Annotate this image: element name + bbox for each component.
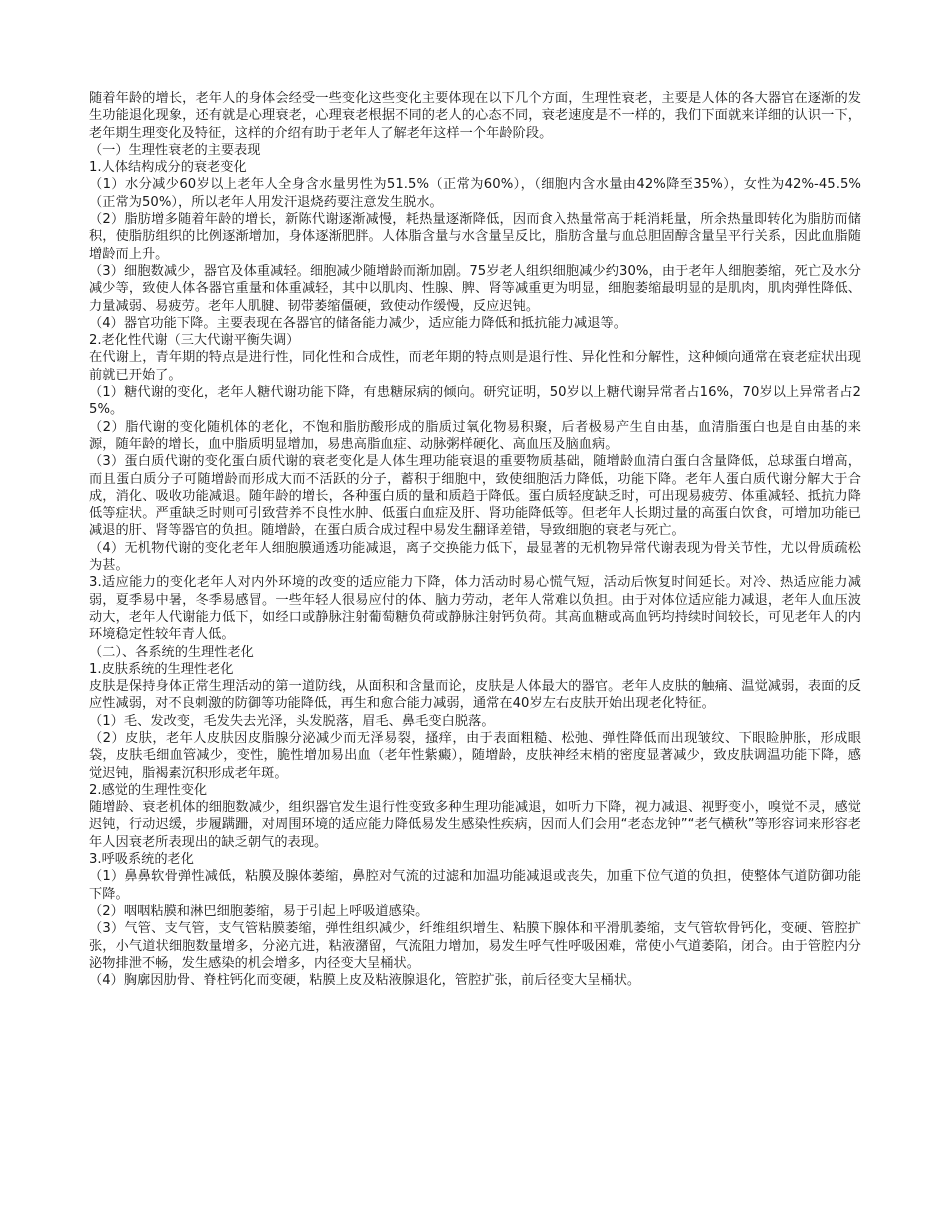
paragraph-nose: （1）鼻鼻软骨弹性减低，粘膜及腺体萎缩，鼻腔对气流的过滤和加温功能减退或丧失，加重下位气道的负担，使整体气道防御功能下降。 [89, 869, 861, 902]
intro-paragraph: 随着年龄的增长，老年人的身体会经受一些变化这些变化主要体现在以下几个方面，生理性衰老，主要是人体的各大器官在逐渐的发生功能退化现象，还有就是心理衰老，心理衰老根据不同的老人的心态不同，衰老速度是不一样的，我们下面就来详细的认识一下，老年期生理变化及特征，这样的介绍有助于老年人了解老年这样一个年龄阶段。 [89, 91, 861, 141]
paragraph-skin: （2）皮肤，老年人皮肤因皮脂腺分泌减少而无泽易裂，搔痒，由于表面粗糙、松弛、弹性降低而出现皱纹、下眼睑肿胀，形成眼袋，皮肤毛细血管减少，变性，脆性增加易出血（老年性紫癜），随增龄，皮肤神经末梢的密度显著减少，致皮肤调温功能下降，感觉迟钝，脂褐素沉积形成老年斑。 [89, 730, 861, 781]
section-heading-2: （二）、各系统的生理性老化 [89, 644, 254, 660]
paragraph-cells: （3）细胞数减少，器官及体重减轻。细胞减少随增龄而渐加剧。75岁老人组织细胞减少约30%，由于老年人细胞萎缩，死亡及水分减少等，致使人体各器官重量和体重减轻，其中以肌肉、性腺、脾、肾等减重更为明显，细胞萎缩最明显的是肌肉，肌肉弹性降低、力量减弱、易疲劳。老年人肌腱、韧带萎缩僵硬，致使动作缓慢，反应迟钝。 [89, 263, 861, 314]
subsection-heading-2-2: 2.感觉的生理性变化 [89, 782, 208, 798]
subsection-heading-2-1: 1.皮肤系统的生理性老化 [89, 661, 234, 677]
subsection-heading-1-2: 2.老化性代谢（三大代谢平衡失调） [89, 333, 300, 349]
paragraph-hair: （1）毛、发改变，毛发失去光泽，头发脱落，眉毛、鼻毛变白脱落。 [89, 713, 495, 729]
paragraph-water: （1）水分减少60岁以上老年人全身含水量男性为51.5%（正常为60%），（细胞内含水量由42%降至35%），女性为42%-45.5%（正常为50%），所以老年人用发汗退烧药要注意发生脱水。 [89, 177, 861, 210]
subsection-heading-2-3: 3.呼吸系统的老化 [89, 852, 194, 868]
paragraph-protein: （3）蛋白质代谢的变化蛋白质代谢的衰老变化是人体生理功能衰退的重要物质基础，随增龄血清白蛋白含量降低，总球蛋白增高，而且蛋白质分子可随增龄而形成大而不活跃的分子，蓄积于细胞中，致使细胞活力降低，功能下降。老年人蛋白质代谢分解大于合成，消化、吸收功能减退。随年龄的增长，各种蛋白质的量和质趋于降低。蛋白质轻度缺乏时，可出现易疲劳、体重减轻、抵抗力降低等症状。严重缺乏时则可引致营养不良性水肿、低蛋白血症及肝、肾功能降低等。但老年人长期过量的高蛋白饮食，可增加功能已减退的肝、肾等器官的负担。随增龄，在蛋白质合成过程中易发生翻译差错，导致细胞的衰老与死亡。 [89, 454, 861, 539]
paragraph-pharynx: （2）咽咽粘膜和淋巴细胞萎缩，易于引起上呼吸道感染。 [89, 903, 429, 919]
paragraph-thorax: （4）胸廓因肋骨、脊柱钙化而变硬，粘膜上皮及粘液腺退化，管腔扩张，前后径变大呈桶状。 [89, 973, 641, 989]
paragraph-fat: （2）脂肪增多随着年龄的增长，新陈代谢逐渐减慢，耗热量逐渐降低，因而食入热量常高于耗消耗量，所余热量即转化为脂肪而储积，使脂肪组织的比例逐渐增加，身体逐渐肥胖。人体脂含量与水含量呈反比，脂肪含量与血总胆固醇含量呈平行关系，因此血脂随增龄而上升。 [89, 212, 861, 262]
paragraph-inorganic: （4）无机物代谢的变化老年人细胞膜通透功能减退，离子交换能力低下，最显著的无机物异常代谢表现为骨关节性，尤以骨质疏松为甚。 [89, 540, 861, 574]
paragraph-metabolism-intro: 在代谢上，青年期的特点是进行性，同化性和合成性，而老年期的特点则是退行性、异化性和分解性，这种倾向通常在衰老症状出现前就已开始了。 [89, 350, 861, 383]
paragraph-adaptation: 3.适应能力的变化老年人对内外环境的改变的适应能力下降，体力活动时易心慌气短，活动后恢复时间延长。对冷、热适应能力减弱，夏季易中暑，冬季易感冒。一些年轻人很易应付的体、脑力劳动，老年人常难以负担。由于对体位适应能力减退，老年人血压波动大，老年人代谢能力低下，如经口或静脉注射葡萄糖负荷或静脉注射钙负荷。其高血糖或高血钙均持续时间较长，可见老年人的内环境稳定性较年青人低。 [89, 575, 861, 643]
paragraph-skin-intro: 皮肤是保持身体正常生理活动的第一道防线，从面积和含量而论，皮肤是人体最大的器官。老年人皮肤的触痛、温觉减弱，表面的反应性减弱，对不良刺激的防御等功能降低，再生和愈合能力减弱，通常在40岁左右皮肤开始出现老化特征。 [89, 679, 861, 712]
paragraph-organ-function: （4）器官功能下降。主要表现在各器官的储备能力减少，适应能力降低和抵抗能力减退等。 [89, 315, 627, 331]
subsection-heading-1-1: 1.人体结构成分的衰老变化 [89, 160, 247, 176]
paragraph-lipid: （2）脂代谢的变化随机体的老化，不饱和脂肪酸形成的脂质过氧化物易积聚，后者极易产生自由基，血清脂蛋白也是自由基的来源，随年龄的增长，血中脂质明显增加，易患高脂血症、动脉粥样硬化、高血压及脑血病。 [89, 419, 861, 452]
paragraph-bronchi: （3）气管、支气管，支气管粘膜萎缩，弹性组织减少，纤维组织增生、粘膜下腺体和平滑肌萎缩，支气管软骨钙化，变硬、管腔扩张，小气道状细胞数量增多，分泌亢进，粘液潴留，气流阻力增加，易发生呼气性呼吸困难，常使小气道萎陷，闭合。由于管腔内分泌物排泄不畅，发生感染的机会增多，内径变大呈桶状。 [89, 921, 861, 971]
paragraph-sugar: （1）糖代谢的变化，老年人糖代谢功能下降，有患糖尿病的倾向。研究证明，50岁以上糖代谢异常者占16%，70岁以上异常者占25%。 [89, 385, 861, 418]
section-heading-1: （一）生理性衰老的主要表现 [89, 142, 261, 158]
document-body [89, 90, 861, 989]
paragraph-senses: 随增龄、衰老机体的细胞数减少，组织器官发生退行性变致多种生理功能减退，如听力下降，视力减退、视野变小，嗅觉不灵，感觉迟钝，行动迟缓，步履蹒跚，对周围环境的适应能力降低易发生感染性疾病，因而人们会用“老态龙钟”“老气横秋”等形容词来形容老年人因衰老所表现出的缺乏朝气的表现。 [89, 800, 861, 850]
